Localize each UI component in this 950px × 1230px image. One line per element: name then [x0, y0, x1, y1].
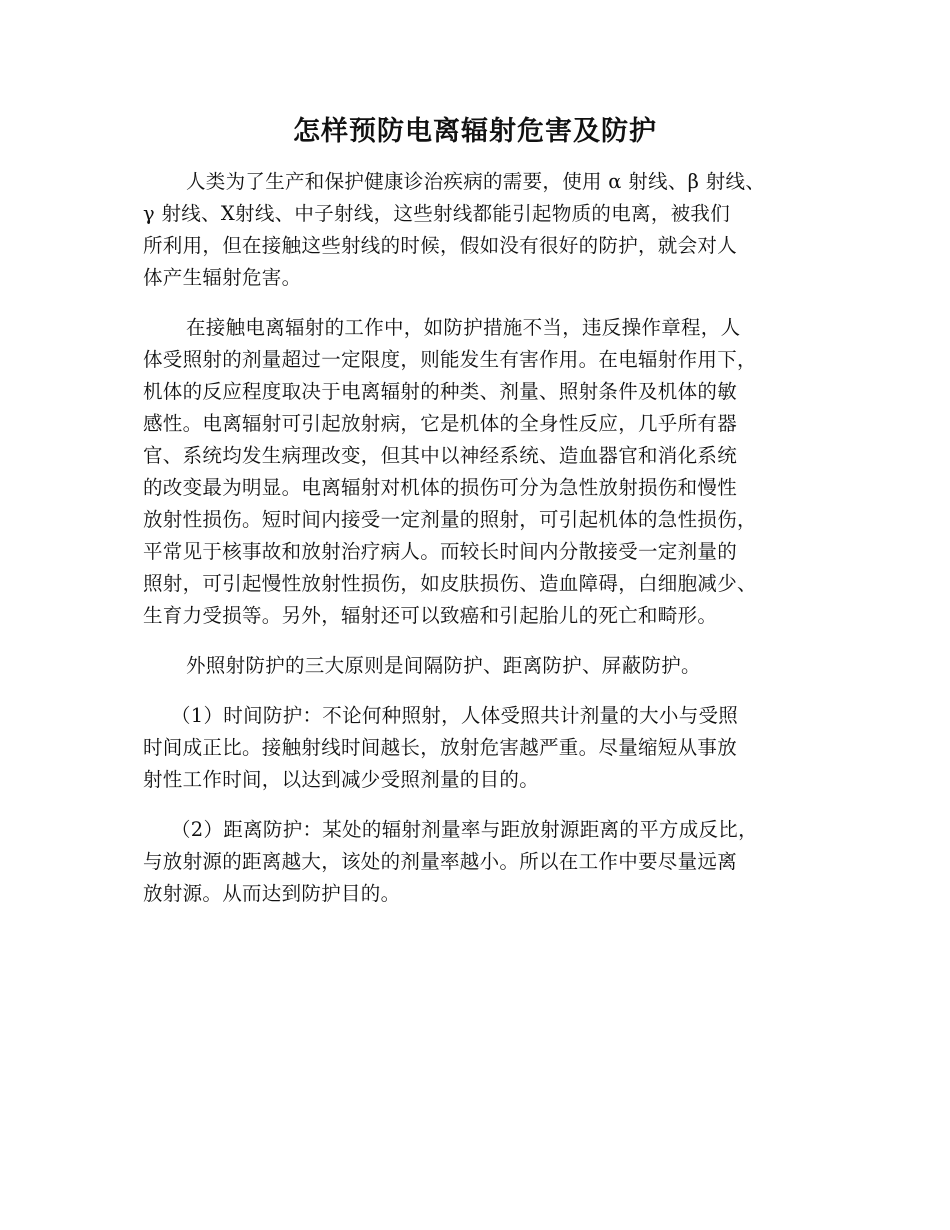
text-line: 官、系统均发生病理改变，但其中以神经系统、造血器官和消化系统: [143, 444, 738, 467]
paragraph-time-protection: [143, 700, 833, 796]
text-line: 射性工作时间，以达到减少受照剂量的目的。: [143, 768, 540, 791]
text-line: 在接触电离辐射的工作中，如防护措施不当，违反操作章程，人: [186, 316, 741, 339]
text-line: 生育力受损等。另外，辐射还可以致癌和引起胎儿的死亡和畸形。: [143, 604, 718, 627]
text-line: 体受照射的剂量超过一定限度，则能发生有害作用。在电辐射作用下，: [143, 348, 757, 371]
text-line: 照射，可引起慢性放射性损伤，如皮肤损伤、造血障碍，白细胞减少、: [143, 572, 757, 595]
text-line: 放射源。从而达到防护目的。: [143, 882, 401, 905]
text-line: 放射性损伤。短时间内接受一定剂量的照射，可引起机体的急性损伤，: [143, 508, 757, 531]
paragraph-effects: [143, 312, 833, 632]
text-line: 外照射防护的三大原则是间隔防护、距离防护、屏蔽防护。: [186, 654, 701, 677]
text-line: 的改变最为明显。电离辐射对机体的损伤可分为急性放射损伤和慢性: [143, 476, 738, 499]
text-line: 时间成正比。接触射线时间越长，放射危害越严重。尽量缩短从事放: [143, 736, 738, 759]
paragraph-principles: [143, 650, 833, 682]
text-line: 平常见于核事故和放射治疗病人。而较长时间内分散接受一定剂量的: [143, 540, 738, 563]
text-line: 与放射源的距离越大，该处的剂量率越小。所以在工作中要尽量远离: [143, 850, 738, 873]
text-line: （2）距离防护：某处的辐射剂量率与距放射源距离的平方成反比，: [171, 818, 758, 841]
text-line: （1）时间防护：不论何种照射，人体受照共计剂量的大小与受照: [171, 704, 739, 727]
text-line: 机体的反应程度取决于电离辐射的种类、剂量、照射条件及机体的敏: [143, 380, 738, 403]
paragraph-distance-protection: [143, 814, 833, 910]
text-line: 感性。电离辐射可引起放射病，它是机体的全身性反应，几乎所有器: [143, 412, 738, 435]
text-line: 人类为了生产和保护健康诊治疾病的需要，使用 α 射线、β 射线、: [186, 170, 766, 193]
document-title: 怎样预防电离辐射危害及防护: [293, 116, 657, 147]
text-line: 体产生辐射危害。: [143, 266, 302, 289]
paragraph-intro: [143, 166, 833, 294]
document-body: [143, 166, 833, 928]
text-line: 所利用，但在接触这些射线的时候，假如没有很好的防护，就会对人: [143, 234, 738, 257]
text-line: γ 射线、X射线、中子射线，这些射线都能引起物质的电离，被我们: [143, 202, 731, 225]
